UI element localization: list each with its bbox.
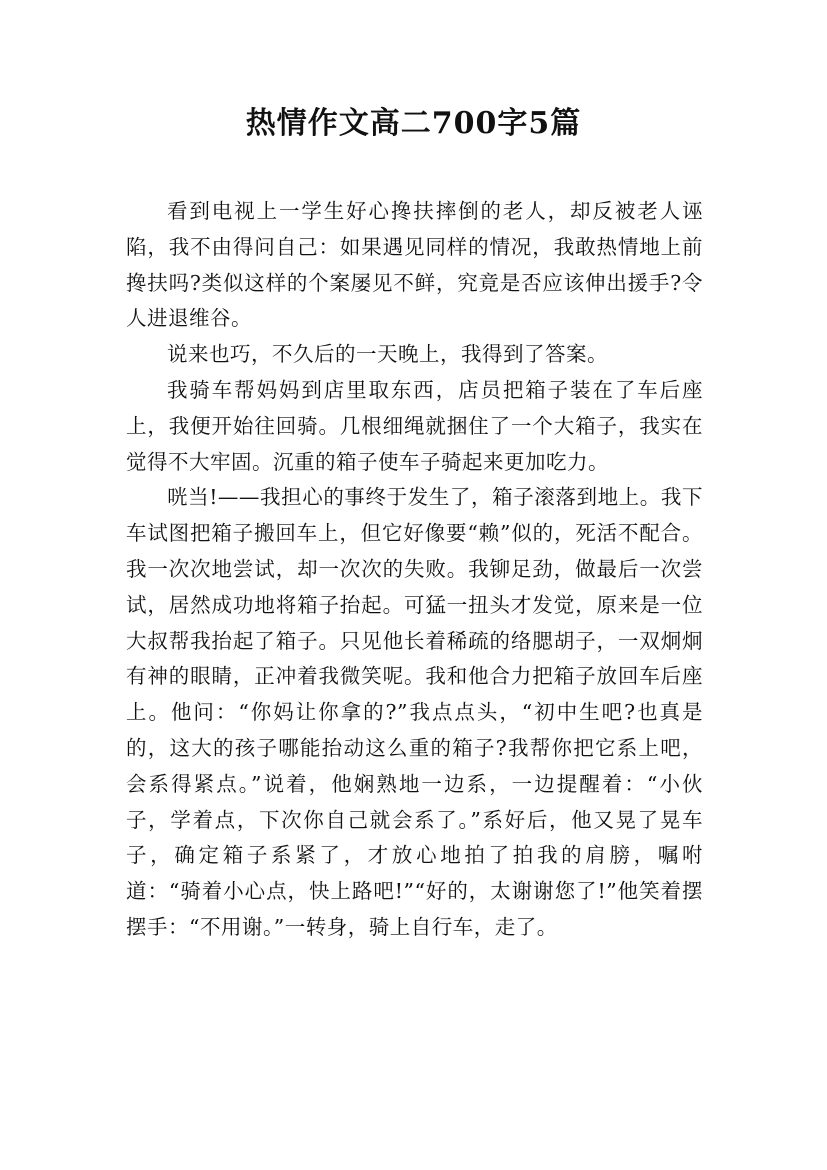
document-body	[126, 194, 703, 946]
paragraph: 咣当!——我担心的事终于发生了，箱子滚落到地上。我下车试图把箱子搬回车上，但它好像要“赖”似的，死活不配合。我一次次地尝试，却一次次的失败。我铆足劲，做最后一次尝试，居然成功地将箱子抬起。可猛一扭头才发觉，原来是一位大叔帮我抬起了箱子。只见他长着稀疏的络腮胡子，一双炯炯有神的眼睛，正冲着我微笑呢。我和他合力把箱子放回车后座上。他问：“你妈让你拿的?”我点点头，“初中生吧?也真是的，这大的孩子哪能抬动这么重的箱子?我帮你把它系上吧，会系得紧点。”说着，他娴熟地一边系，一边提醒着：“小伙子，学着点，下次你自己就会系了。”系好后，他又晃了晃车子，确定箱子系紧了，才放心地拍了拍我的肩膀，嘱咐道：“骑着小心点，快上路吧!”“好的，太谢谢您了!”他笑着摆摆手：“不用谢。”一转身，骑上自行车，走了。	[126, 485, 703, 939]
paragraph: 我骑车帮妈妈到店里取东西，店员把箱子装在了车后座上，我便开始往回骑。几根细绳就捆住了一个大箱子，我实在觉得不大牢固。沉重的箱子使车子骑起来更加吃力。	[126, 377, 703, 474]
paragraph: 看到电视上一学生好心搀扶摔倒的老人，却反被老人诬陷，我不由得问自己：如果遇见同样的情况，我敢热情地上前搀扶吗?类似这样的个案屡见不鲜，究竟是否应该伸出援手?令人进退维谷。	[126, 199, 703, 331]
document-title: 热情作文高二700字5篇	[245, 106, 582, 141]
paragraph: 说来也巧，不久后的一天晚上，我得到了答案。	[167, 342, 608, 367]
